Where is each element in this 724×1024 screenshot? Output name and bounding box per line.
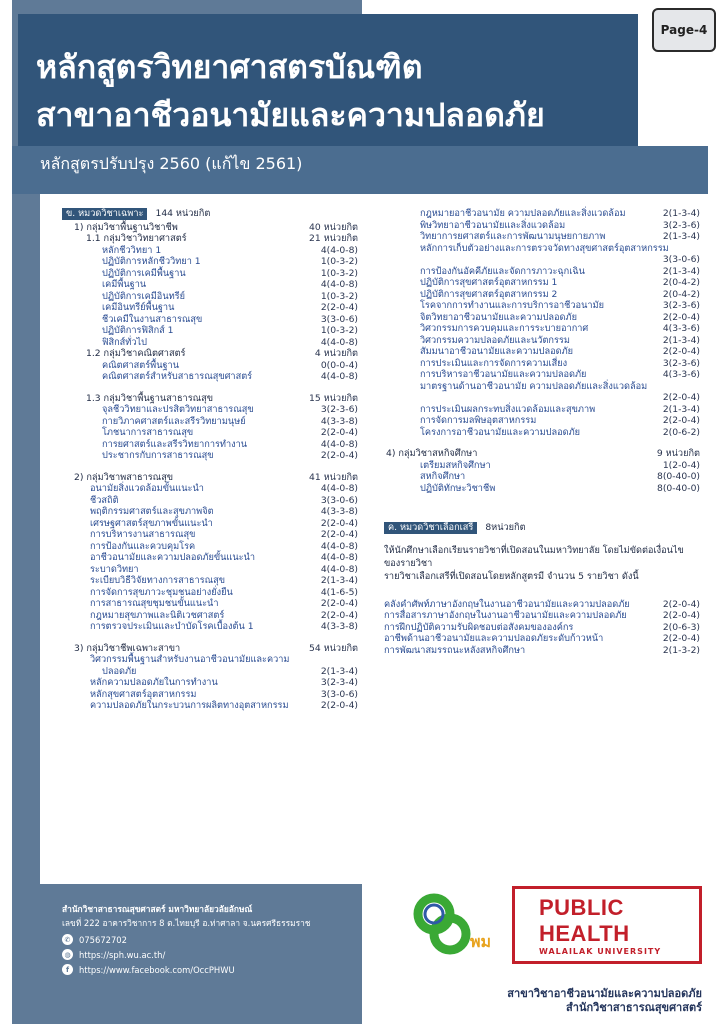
course-name: ประชากรกับการสาธารณสุข bbox=[102, 450, 214, 461]
course-item bbox=[384, 460, 700, 472]
course-item bbox=[62, 325, 358, 337]
course-credit: 3(2-3-6) bbox=[662, 219, 700, 231]
course-item bbox=[62, 256, 358, 268]
footer-web-link[interactable]: https://sph.wu.ac.th/ bbox=[79, 949, 166, 960]
course-credit: 4(4-0-8) bbox=[320, 552, 358, 563]
course-item bbox=[62, 518, 358, 530]
course-credit: 4(4-0-8) bbox=[320, 563, 358, 575]
public-health-walailak-logo bbox=[512, 886, 702, 964]
section-c-tag: ค. หมวดวิชาเลือกเสรี bbox=[384, 522, 477, 534]
course-item bbox=[62, 371, 358, 383]
course-credit: 4(4-0-8) bbox=[320, 336, 358, 348]
course-name: ระบาดวิทยา bbox=[90, 563, 139, 575]
course-item bbox=[62, 552, 358, 564]
course-name: โรคจากการทำงานและการบริการอาชีวอนามัย bbox=[420, 300, 604, 311]
course-name: คณิตศาสตร์สำหรับสาธารณสุขศาสตร์ bbox=[102, 371, 253, 382]
course-name: เคมีพื้นฐาน bbox=[102, 279, 147, 290]
course-credit: 8(0-40-0) bbox=[656, 482, 700, 494]
course-credit: 2(2-0-4) bbox=[662, 633, 700, 644]
course-name: อาชีพด้านอาชีวอนามัยและความปลอดภัยระดับก้าวหน้า bbox=[384, 633, 604, 644]
course-credit: 2(2-0-4) bbox=[320, 700, 358, 711]
group3-continued-list-c bbox=[384, 404, 700, 439]
course-item bbox=[384, 633, 700, 645]
course-name: มาตรฐานด้านอาชีวอนามัย ความปลอดภัยและสิ่งแวดล้อม bbox=[420, 380, 648, 392]
course-credit: 2(2-0-4) bbox=[662, 311, 700, 323]
group1-label: 1) กลุ่มวิชาพื้นฐานวิชาชีพ bbox=[74, 221, 178, 233]
course-name: การป้องกันอัคคีภัยและจัดการภาวะฉุกเฉิน bbox=[420, 265, 585, 277]
course-name: การป้องกันและควบคุมโรค bbox=[90, 540, 196, 552]
group13-credits: 15 หน่วยกิต bbox=[308, 392, 358, 404]
course-name: อนามัยสิ่งแวดล้อมขั้นแนะนำ bbox=[90, 483, 204, 494]
course-item bbox=[384, 277, 700, 289]
group3-continued-list-a bbox=[384, 208, 700, 243]
course-credit: 4(1-6-5) bbox=[320, 586, 358, 598]
section-b-tag: ข. หมวดวิชาเฉพาะ bbox=[62, 208, 147, 220]
group11-credits: 21 หน่วยกิต bbox=[308, 233, 358, 244]
course-name: เคมีอินทรีย์พื้นฐาน bbox=[102, 302, 175, 313]
course-credit: 4(3-3-8) bbox=[320, 621, 358, 632]
group2-course-list bbox=[62, 483, 358, 633]
course-name: ปฏิบัติการเคมีพื้นฐาน bbox=[102, 267, 186, 279]
course-name: วิศวกรรมการควบคุมและการระบายอากาศ bbox=[420, 323, 589, 334]
footer-address: เลขที่ 222 อาคารวิชาการ 8 ต.ไทยบุรี อ.ท่าศาลา จ.นครศรีธรรมราช bbox=[62, 918, 311, 928]
group11-course-list bbox=[62, 245, 358, 349]
course-name: การสื่อสารภาษาอังกฤษในงานอาชีวอนามัยและความปลอดภัย bbox=[384, 610, 627, 621]
course-item bbox=[62, 302, 358, 314]
course-item bbox=[384, 622, 700, 634]
course-credit: 2(2-0-4) bbox=[320, 427, 358, 438]
course-item bbox=[62, 575, 358, 587]
course-name: ระเบียบวิธีวิจัยทางการสาธารณสุข bbox=[90, 575, 225, 586]
course-name: การบริหารอาชีวอนามัยและความปลอดภัย bbox=[420, 369, 587, 380]
course-credit: 4(4-0-8) bbox=[320, 279, 358, 290]
course-name: คณิตศาสตร์พื้นฐาน bbox=[102, 359, 179, 371]
course-name: ปฏิบัติการสุขศาสตร์อุตสาหกรรม 1 bbox=[420, 277, 558, 288]
course-item bbox=[62, 279, 358, 291]
group2-heading bbox=[62, 472, 358, 484]
course-item bbox=[384, 231, 700, 243]
course-name: จุลชีววิทยาและปรสิตวิทยาสาธารณสุข bbox=[102, 404, 254, 415]
course-credit: 8(0-40-0) bbox=[656, 471, 700, 482]
course-name: เตรียมสหกิจศึกษา bbox=[420, 459, 491, 471]
occupational-health-logo bbox=[410, 888, 504, 960]
logo-big-text: PUBLIC HEALTH bbox=[539, 894, 630, 946]
group2-credits: 41 หน่วยกิต bbox=[308, 471, 358, 483]
course-credit: 2(2-0-4) bbox=[662, 610, 700, 621]
phone-icon: ✆ bbox=[62, 934, 73, 945]
footer-program-name: สาขาวิชาอาชีวอนามัยและความปลอดภัย bbox=[507, 987, 702, 1000]
course-credit: 4(3-3-6) bbox=[662, 323, 700, 334]
course-item bbox=[62, 450, 358, 462]
course-credit: 3(3-0-6) bbox=[320, 313, 358, 325]
group3-credits: 54 หน่วยกิต bbox=[308, 642, 358, 654]
course-item bbox=[384, 335, 700, 347]
course-item bbox=[384, 415, 700, 427]
course-name: การยศาสตร์และสรีรวิทยาการทำงาน bbox=[102, 438, 248, 450]
course-item bbox=[62, 291, 358, 303]
course-credit-row bbox=[384, 392, 700, 404]
course-item bbox=[384, 312, 700, 324]
course-item bbox=[384, 323, 700, 335]
footer-school-name: สำนักวิชาสาธารณสุขศาสตร์ bbox=[566, 1001, 702, 1014]
course-credit: 2(0-4-2) bbox=[662, 277, 700, 288]
page-number-tag: Page-4 bbox=[652, 8, 716, 52]
course-item bbox=[62, 439, 358, 451]
group2-label: 2) กลุ่มวิชาพสาธารณสุข bbox=[74, 471, 174, 483]
course-item bbox=[62, 564, 358, 576]
course-credit: 3(3-0-6) bbox=[662, 254, 700, 265]
logo-small-text: WALAILAK UNIVERSITY bbox=[539, 946, 662, 956]
course-name: โครงการอาชีวอนามัยและความปลอดภัย bbox=[420, 426, 581, 438]
group12-heading bbox=[62, 348, 358, 360]
course-credit: 2(0-4-2) bbox=[662, 288, 700, 300]
course-item bbox=[62, 610, 358, 622]
course-name: การฝึกปฏิบัติความรับผิดชอบต่อสังคมขององค์กร bbox=[384, 621, 574, 633]
course-name: การจัดการมลพิษอุตสาหกรรม bbox=[420, 415, 537, 426]
group11-heading bbox=[62, 233, 358, 245]
course-credit-row bbox=[384, 254, 700, 266]
course-credit: 2(1-3-4) bbox=[662, 334, 700, 346]
course-item bbox=[384, 346, 700, 358]
course-credit: 2(2-0-4) bbox=[662, 415, 700, 426]
group4-label: 4) กลุ่มวิชาสหกิจศึกษา bbox=[386, 448, 478, 459]
course-item bbox=[62, 654, 358, 666]
course-item bbox=[384, 208, 700, 220]
free-elective-note-2: ของรายวิชา bbox=[384, 557, 433, 569]
course-credit: 1(0-3-2) bbox=[320, 325, 358, 336]
group13-heading bbox=[62, 393, 358, 405]
course-credit: 2(2-0-4) bbox=[320, 450, 358, 461]
logo-text: พม bbox=[470, 932, 492, 951]
footer-phone: 075672702 bbox=[79, 934, 127, 945]
course-credit: 2(1-3-4) bbox=[320, 575, 358, 586]
course-credit: 2(2-0-4) bbox=[320, 529, 358, 540]
group11-label: 1.1 กลุ่มวิชาวิทยาศาสตร์ bbox=[86, 233, 187, 244]
course-item bbox=[62, 337, 358, 349]
course-credit: 2(0-6-2) bbox=[662, 426, 700, 438]
course-credit: 1(0-3-2) bbox=[320, 290, 358, 302]
course-item bbox=[62, 360, 358, 372]
course-name: การประเมินผลกระทบสิ่งแวดล้อมและสุขภาพ bbox=[420, 403, 596, 415]
free-elective-list bbox=[384, 599, 700, 657]
course-credit: 2(2-0-4) bbox=[662, 598, 700, 610]
course-credit: 2(1-3-4) bbox=[662, 403, 700, 415]
course-item bbox=[62, 598, 358, 610]
page-title-line1: หลักสูตรวิทยาศาสตรบัณฑิต bbox=[36, 48, 423, 86]
course-credit: 4(3-3-6) bbox=[662, 369, 700, 380]
course-name: วิทยาการยศาสตร์และการพัฒนามนุษยกายภาพ bbox=[420, 231, 606, 242]
course-name: สหกิจศึกษา bbox=[420, 471, 466, 482]
right-course-column bbox=[384, 208, 700, 656]
course-item bbox=[62, 427, 358, 439]
course-item bbox=[384, 610, 700, 622]
course-item bbox=[384, 404, 700, 416]
course-name: พิษวิทยาอาชีวอนามัยและสิ่งแวดล้อม bbox=[420, 219, 566, 231]
course-item bbox=[384, 599, 700, 611]
course-item bbox=[384, 381, 700, 393]
course-item bbox=[62, 700, 358, 712]
left-course-column bbox=[62, 208, 358, 712]
course-name: คลังคำศัพท์ภาษาอังกฤษในงานอาชีวอนามัยและความปลอดภัย bbox=[384, 598, 630, 610]
course-credit: 2(2-0-4) bbox=[320, 609, 358, 621]
section-b-credits: 144 หน่วยกิต bbox=[155, 208, 211, 219]
group12-course-list bbox=[62, 360, 358, 383]
page-title-line2: สาขาอาชีวอนามัยและความปลอดภัย bbox=[36, 96, 545, 134]
course-item bbox=[62, 506, 358, 518]
course-name: ปฏิบัติการสุขศาสตร์อุตสาหกรรม 2 bbox=[420, 288, 558, 300]
course-item bbox=[384, 471, 700, 483]
course-item bbox=[62, 666, 358, 678]
course-name: ความปลอดภัยในกระบวนการผลิตทางอุตสาหกรรม bbox=[90, 700, 289, 711]
course-credit: 3(2-3-4) bbox=[320, 677, 358, 688]
course-name: การตรวจประเมินและบำบัดโรคเบื้องต้น 1 bbox=[90, 621, 254, 632]
course-item bbox=[384, 300, 700, 312]
course-credit: 4(4-0-8) bbox=[320, 438, 358, 450]
group3-continued-list-b bbox=[384, 266, 700, 381]
course-name: การสาธารณสุขชุมชนขั้นแนะนำ bbox=[90, 598, 219, 609]
course-name: ชีวเคมีในงานสาธารณสุข bbox=[102, 313, 203, 325]
course-credit: 2(0-6-3) bbox=[662, 621, 700, 633]
group1-heading bbox=[62, 222, 358, 234]
course-item bbox=[62, 416, 358, 428]
course-credit: 2(2-0-4) bbox=[320, 302, 358, 313]
course-credit: 2(1-3-4) bbox=[662, 265, 700, 277]
course-name: เศรษฐศาสตร์สุขภาพขั้นแนะนำ bbox=[90, 517, 213, 529]
course-credit: 2(1-3-4) bbox=[662, 208, 700, 219]
group4-heading bbox=[384, 448, 700, 460]
course-name: วิศวกรรมความปลอดภัยและนวัตกรรม bbox=[420, 334, 570, 346]
course-credit: 2(1-3-4) bbox=[662, 231, 700, 242]
course-item bbox=[384, 645, 700, 657]
course-credit: 4(4-0-8) bbox=[320, 540, 358, 552]
course-credit: 2(2-0-4) bbox=[662, 392, 700, 403]
course-item bbox=[62, 621, 358, 633]
course-name: ปฏิบัติการฟิสิกส์ 1 bbox=[102, 325, 174, 336]
section-c-credits: 8หน่วยกิต bbox=[485, 522, 526, 533]
footer-phone-row bbox=[62, 934, 127, 945]
free-elective-note-1: ให้นักศึกษาเลือกเรียนรายวิชาที่เปิดสอนในมหาวิทยาลัย โดยไม่ขัดต่อเงื่อนไข bbox=[384, 544, 684, 556]
course-credit: 3(2-3-6) bbox=[662, 357, 700, 369]
footer-org: สำนักวิชาสาธารณสุขศาสตร์ มหาวิทยาลัยวลัยลักษณ์ bbox=[62, 904, 253, 914]
course-item bbox=[384, 220, 700, 232]
course-name: หลักสุขศาสตร์อุตสาหกรรม bbox=[90, 688, 197, 700]
course-name: การจัดการสุขภาวะชุมชนอย่างยั่งยืน bbox=[90, 586, 233, 598]
course-credit: 3(2-3-6) bbox=[662, 300, 700, 311]
course-credit: 1(0-3-2) bbox=[320, 256, 358, 267]
group13-course-list bbox=[62, 404, 358, 462]
course-item bbox=[384, 369, 700, 381]
course-credit: 2(2-0-4) bbox=[320, 517, 358, 529]
course-name: การบริหารงานสาธารณสุข bbox=[90, 529, 196, 540]
course-item bbox=[62, 245, 358, 257]
course-credit: 1(0-3-2) bbox=[320, 267, 358, 279]
course-item bbox=[384, 289, 700, 301]
course-name: จิตวิทยาอาชีวอนามัยและความปลอดภัย bbox=[420, 311, 577, 323]
course-name: ปฏิบัติการหลักชีววิทยา 1 bbox=[102, 256, 201, 267]
footer-facebook-link[interactable]: https://www.facebook.com/OccPHWU bbox=[79, 964, 235, 975]
course-name: ฟิสิกส์ทั่วไป bbox=[102, 336, 147, 348]
course-item bbox=[62, 404, 358, 416]
course-name: หลักชีววิทยา 1 bbox=[102, 244, 162, 256]
group4-credits: 9 หน่วยกิต bbox=[656, 448, 700, 459]
course-name: ปลอดภัย bbox=[102, 665, 137, 677]
course-name: ชีวสถิติ bbox=[90, 494, 119, 506]
course-credit: 0(0-0-4) bbox=[320, 359, 358, 371]
course-credit: 4(3-3-8) bbox=[320, 506, 358, 517]
group3-label: 3) กลุ่มวิชาชีพเฉพาะสาขา bbox=[74, 642, 181, 654]
facebook-icon: f bbox=[62, 964, 73, 975]
course-item bbox=[62, 677, 358, 689]
course-name: หลักการเก็บตัวอย่างและการตรวจวัดทางสุขศาสตร์อุตสาหกรรม bbox=[420, 242, 669, 254]
course-credit: 2(1-3-4) bbox=[320, 665, 358, 677]
course-item bbox=[62, 268, 358, 280]
group3-course-list bbox=[62, 677, 358, 712]
course-item bbox=[384, 427, 700, 439]
course-item bbox=[62, 495, 358, 507]
course-name: อาชีวอนามัยและความปลอดภัยขั้นแนะนำ bbox=[90, 552, 255, 563]
group4-course-list bbox=[384, 460, 700, 495]
footer-facebook-row bbox=[62, 964, 235, 975]
course-item bbox=[62, 689, 358, 701]
course-credit: 4(3-3-8) bbox=[320, 415, 358, 427]
course-credit: 2(2-0-4) bbox=[320, 598, 358, 609]
course-credit: 4(4-0-8) bbox=[320, 371, 358, 382]
section-b-header bbox=[62, 208, 358, 220]
course-item bbox=[62, 587, 358, 599]
curriculum-version: หลักสูตรปรับปรุง 2560 (แก้ไข 2561) bbox=[40, 154, 303, 173]
course-credit: 2(1-3-2) bbox=[662, 644, 700, 656]
course-item bbox=[384, 243, 700, 255]
course-item bbox=[384, 483, 700, 495]
course-name: กายวิภาคศาสตร์และสรีรวิทยามนุษย์ bbox=[102, 415, 246, 427]
course-credit: 4(4-0-8) bbox=[320, 244, 358, 256]
course-item bbox=[384, 266, 700, 278]
course-name: วิศวกรรมพื้นฐานสำหรับงานอาชีวอนามัยและความ bbox=[90, 654, 290, 665]
section-c-header bbox=[384, 522, 700, 534]
group13-label: 1.3 กลุ่มวิชาพื้นฐานสาธารณสุข bbox=[86, 392, 214, 404]
course-name: การประเมินและการจัดการความเสี่ยง bbox=[420, 357, 568, 369]
group1-credits: 40 หน่วยกิต bbox=[308, 221, 358, 233]
course-credit: 1(2-0-4) bbox=[662, 459, 700, 471]
course-item bbox=[62, 529, 358, 541]
course-item bbox=[62, 483, 358, 495]
course-name: ปฏิบัติทักษะวิชาชีพ bbox=[420, 482, 496, 494]
course-name: ปฏิบัติการเคมีอินทรีย์ bbox=[102, 290, 185, 302]
course-item bbox=[62, 314, 358, 326]
group3-heading bbox=[62, 643, 358, 655]
course-name: หลักความปลอดภัยในการทำงาน bbox=[90, 677, 218, 688]
course-credit: 3(3-0-6) bbox=[320, 494, 358, 506]
course-name: กฎหมายอาชีวอนามัย ความปลอดภัยและสิ่งแวดล้อม bbox=[420, 208, 626, 219]
course-name: สัมมนาอาชีวอนามัยและความปลอดภัย bbox=[420, 346, 574, 357]
course-item bbox=[62, 541, 358, 553]
group12-credits: 4 หน่วยกิต bbox=[314, 348, 358, 359]
course-credit: 4(4-0-8) bbox=[320, 483, 358, 494]
course-credit: 3(2-3-6) bbox=[320, 404, 358, 415]
course-credit: 2(2-0-4) bbox=[662, 346, 700, 357]
course-name: การพัฒนาสมรรถนะหลังสหกิจศึกษา bbox=[384, 644, 526, 656]
free-elective-note-3: รายวิชาเลือกเสรีที่เปิดสอนโดยหลักสูตรมี จำนวน 5 รายวิชา ดังนี้ bbox=[384, 570, 639, 582]
globe-icon: ◍ bbox=[62, 949, 73, 960]
course-name: พฤติกรรมศาสตร์และสุขภาพจิต bbox=[90, 506, 214, 517]
course-credit: 3(3-0-6) bbox=[320, 688, 358, 700]
footer-web-row bbox=[62, 949, 165, 960]
course-name: กฎหมายสุขภาพและนิติเวชศาสตร์ bbox=[90, 609, 225, 621]
course-item bbox=[384, 358, 700, 370]
course-name: โภชนาการสาธารณสุข bbox=[102, 427, 194, 438]
group12-label: 1.2 กลุ่มวิชาคณิตศาสตร์ bbox=[86, 348, 186, 359]
